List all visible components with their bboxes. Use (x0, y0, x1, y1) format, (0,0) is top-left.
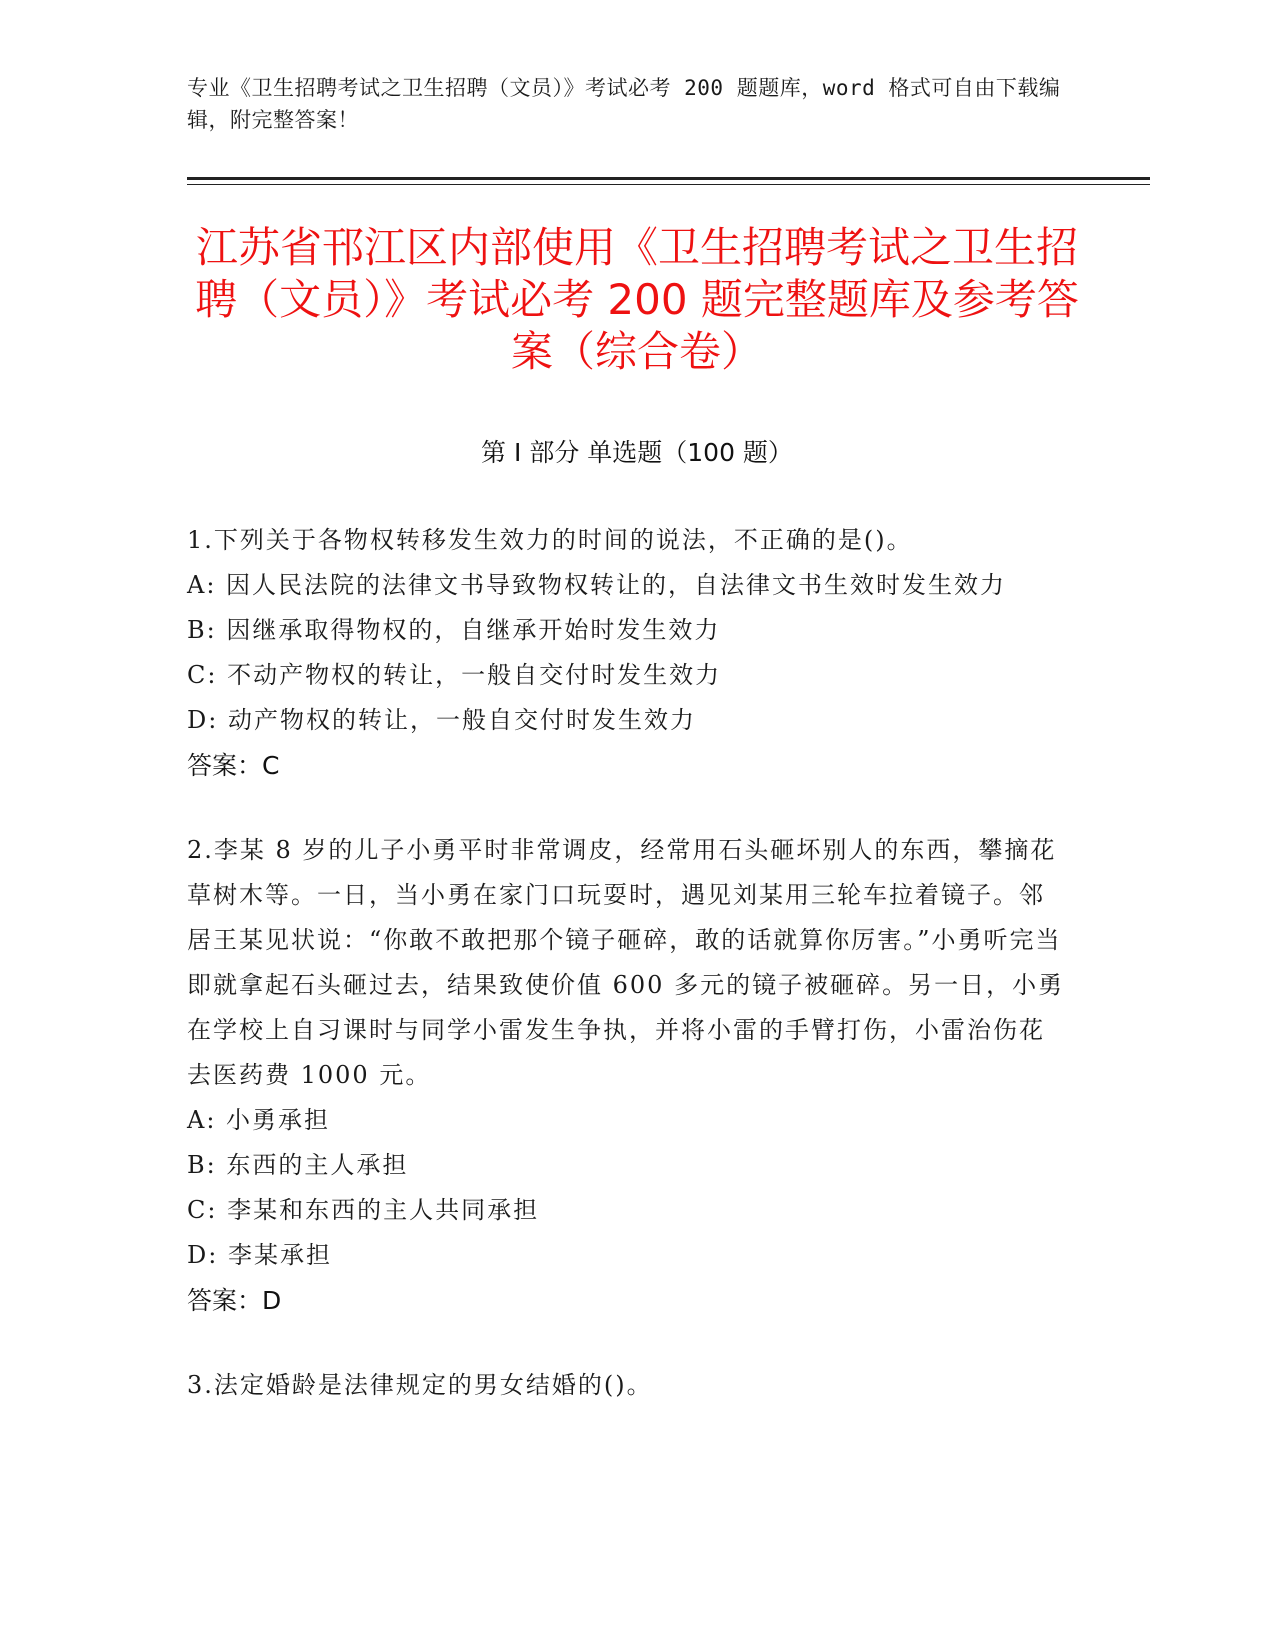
option-c: C: 不动产物权的转让，一般自交付时发生效力 (187, 661, 722, 689)
option-a: A: 小勇承担 (187, 1106, 331, 1134)
question-list (187, 518, 1067, 1448)
option-c: C: 李某和东西的主人共同承担 (187, 1196, 540, 1224)
question-1 (187, 518, 1067, 788)
question-2 (187, 828, 1067, 1323)
question-stem: 2.李某 8 岁的儿子小勇平时非常调皮，经常用石头砸坏别人的东西，攀摘花草树木等。一日，当小勇在家门口玩耍时，遇见刘某用三轮车拉着镜子。邻居王某见状说：“你敢不敢把那个镜子砸碎，敢的话就算你厉害。”小勇听完当即就拿起石头砸过去，结果致使价值 600 多元的镜子被砸碎。另一日，小勇在学校上自习课时与同学小雷发生争执，并将小雷的手臂打伤，小雷治伤花去医药费 1000 元。 (187, 836, 1065, 1089)
answer-text: 答案：C (187, 751, 280, 780)
answer-text: 答案：D (187, 1286, 282, 1315)
question-stem: 1.下列关于各物权转移发生效力的时间的说法，不正确的是()。 (187, 526, 913, 554)
option-b: B: 东西的主人承担 (187, 1151, 409, 1179)
question-3 (187, 1363, 1067, 1408)
option-a: A: 因人民法院的法律文书导致物权转让的，自法律文书生效时发生效力 (187, 571, 1007, 599)
document-title: 江苏省邗江区内部使用《卫生招聘考试之卫生招聘（文员）》考试必考 200 题完整题库及参考答案（综合卷） (195, 223, 1079, 376)
option-b: B: 因继承取得物权的，自继承开始时发生效力 (187, 616, 721, 644)
question-stem: 3.法定婚龄是法律规定的男女结婚的()。 (187, 1371, 653, 1399)
header-divider-thick (187, 177, 1150, 180)
option-d: D: 李某承担 (187, 1241, 332, 1269)
header-note: 专业《卫生招聘考试之卫生招聘（文员）》考试必考 200 题题库，word 格式可自由下载编辑，附完整答案！ (187, 76, 1061, 132)
section-heading: 第 I 部分 单选题（100 题） (481, 438, 793, 467)
option-d: D: 动产物权的转让，一般自交付时发生效力 (187, 706, 696, 734)
header-divider-thin (187, 184, 1150, 185)
